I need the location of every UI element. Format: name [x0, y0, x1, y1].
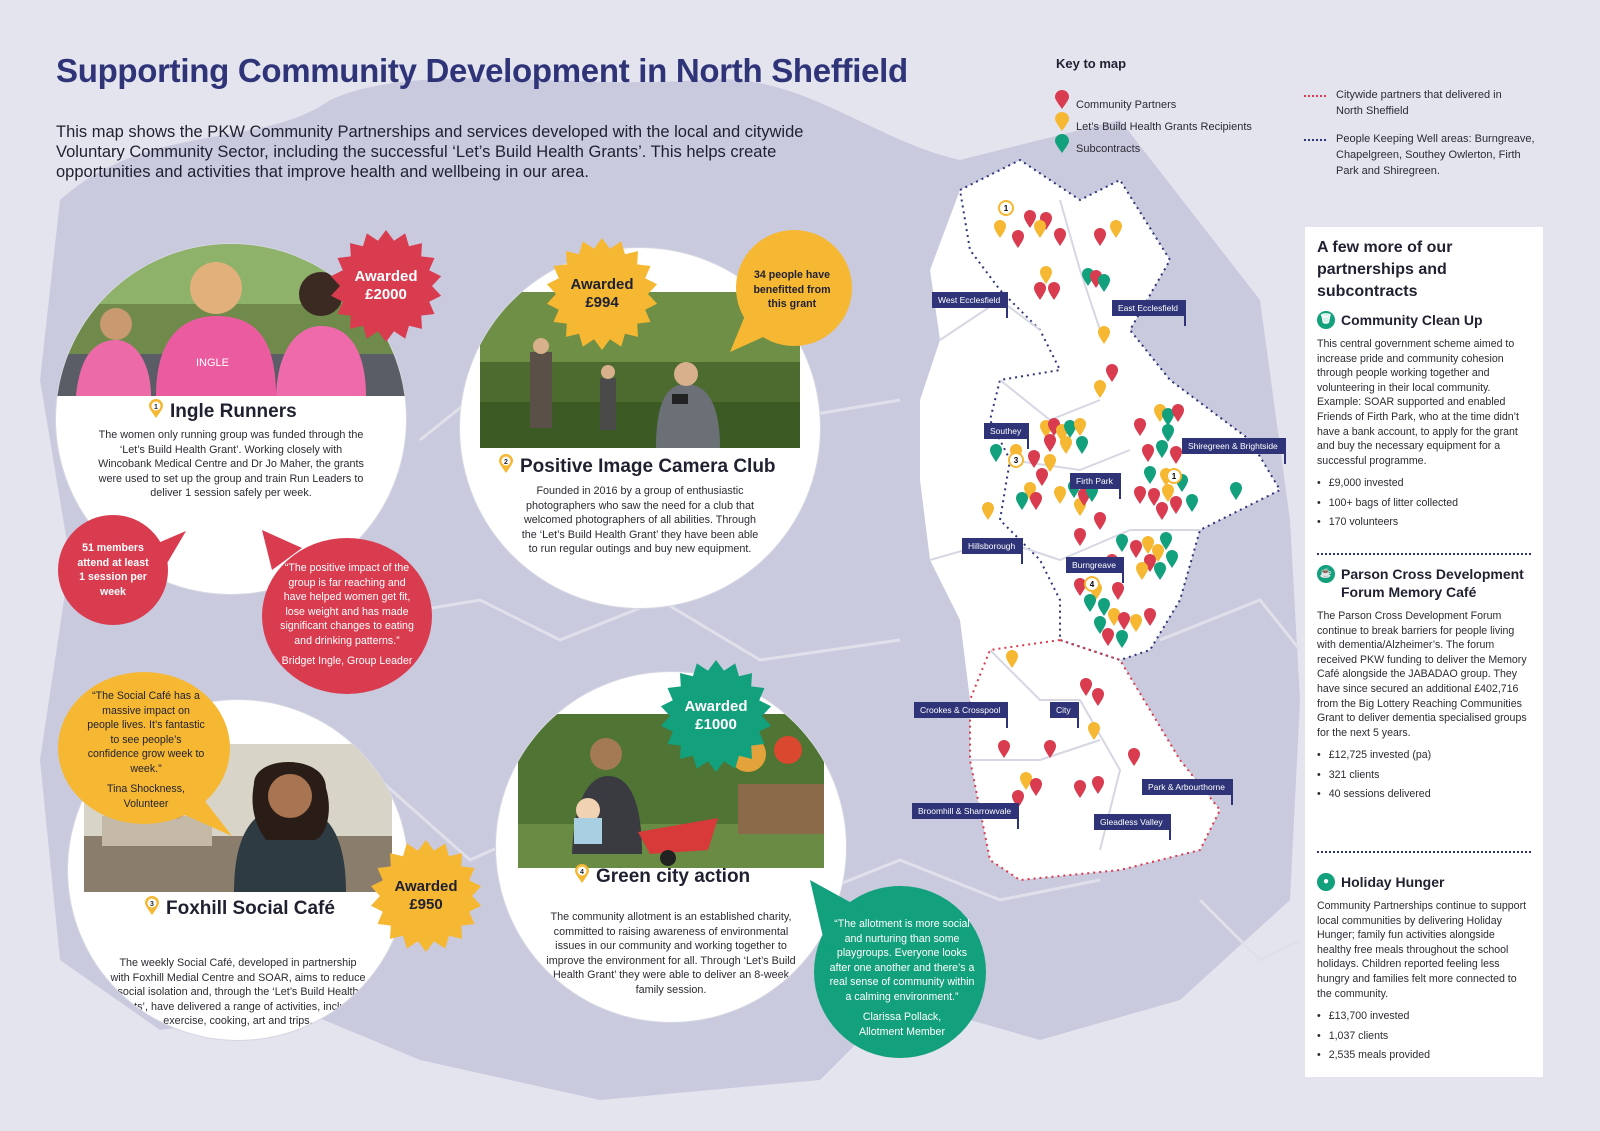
- award-text: Awarded £1000: [684, 698, 748, 733]
- section-bullets: [1317, 1007, 1531, 1066]
- key-line-pkw-areas: [1304, 131, 1544, 179]
- section-memory-cafe: [1317, 565, 1531, 805]
- stat-bubble-beneficiaries: [730, 230, 854, 354]
- section-holiday-hunger: [1317, 873, 1531, 1066]
- section-title: 🗑 Community Clean Up: [1317, 311, 1531, 329]
- section-divider: [1317, 851, 1531, 853]
- key-line-label: Citywide partners that delivered in North Sheffield: [1336, 89, 1502, 117]
- project-title: [498, 454, 776, 478]
- bullet-item: • £12,725 invested (pa): [1317, 746, 1531, 766]
- map-label-park-arbourthorne: Park & Arbourthorne: [1142, 779, 1231, 795]
- quote-text: “The allotment is more social and nurturing than some playgroups. Everyone looks after one another and there’s a real sense of community within a calming environment.”: [829, 918, 975, 1003]
- key-line-citywide: [1304, 87, 1504, 119]
- map-pin-number: 3: [1013, 456, 1019, 465]
- svg-text:2: 2: [504, 459, 508, 466]
- quote-text: “The positive impact of the group is far reaching and have helped women get fit, lose weight and has made significant changes to eating and drinking patterns.”: [280, 562, 414, 647]
- map-pin-number: 4: [1089, 580, 1095, 589]
- project-body: Founded in 2016 by a group of enthusiastic photographers who saw the need for a club that welcomed photographers of all abilities. Through the ‘Let’s Build Health Grant’ they have been able to run regular outings and buy new equipment.: [521, 485, 759, 556]
- award-burst-994: [546, 238, 658, 350]
- project-body: The women only running group was funded through the ‘Let’s Build Health Grant’. Working closely with Wincobank Medical Centre and Dr Jo Maher, the grants were used to set up the group and train Run Leaders to deliver 1 session safely per week.: [98, 429, 364, 500]
- quote-author: Clarissa Pollack, Allotment Member: [859, 1011, 945, 1038]
- page-title: Supporting Community Development in North Sheffield: [56, 52, 908, 89]
- key-item-community-partners: [1054, 90, 1176, 113]
- key-item-subcontracts: [1054, 134, 1140, 157]
- map-label-burngreave: Burngreave: [1066, 557, 1122, 573]
- map-label-broomhill-sharrowvale: Broomhill & Sharrowvale: [912, 803, 1017, 819]
- section-bullets: [1317, 746, 1531, 805]
- red-pin-icon: [1054, 90, 1070, 110]
- green-pin-icon: [1054, 134, 1070, 154]
- stat-text: 51 members attend at least 1 session per week: [77, 542, 149, 598]
- award-text: Awarded £994: [570, 276, 634, 311]
- svg-text:4: 4: [580, 869, 584, 876]
- project-title-text: Ingle Runners: [170, 401, 297, 422]
- intro-text: This map shows the PKW Community Partnerships and services developed with the local and citywide Voluntary Community Sector, including the successful ‘Let’s Build Health Grants’. This helps create opportunities and activities that improve health and wellbeing in our area.: [56, 123, 804, 181]
- map-label-shiregreen-brightside: Shiregreen & Brightside: [1182, 438, 1284, 454]
- map-label-east-ecclesfield: East Ecclesfield: [1112, 300, 1184, 316]
- award-burst-950: [370, 840, 482, 952]
- project-title: [148, 399, 297, 423]
- bullet-item: • 321 clients: [1317, 766, 1531, 786]
- bullet-item: • £13,700 invested: [1317, 1007, 1531, 1027]
- yellow-pin-icon: [1054, 112, 1070, 132]
- key-item-label: Subcontracts: [1076, 143, 1141, 155]
- section-title: ● Holiday Hunger: [1317, 873, 1531, 891]
- bullet-item: • 2,535 meals provided: [1317, 1046, 1531, 1066]
- project-body: The weekly Social Café, developed in partnership with Foxhill Medial Centre and SOAR, aims to reduce social isolation and, through the ‘Let’s Build Health Grants’, have delivered a range of activities, including exercise, cooking, art and trips.: [110, 957, 366, 1028]
- map-pin-number: 1: [1171, 472, 1177, 481]
- map-label-firth-park: Firth Park: [1070, 473, 1119, 489]
- pin-number-4-icon: [574, 864, 590, 884]
- key-heading: Key to map: [1056, 56, 1127, 71]
- project-title-text: Foxhill Social Café: [166, 898, 335, 919]
- pin-number-3-icon: [144, 896, 160, 916]
- map-label-west-ecclesfield: West Ecclesfield: [932, 292, 1006, 308]
- project-title-text: Positive Image Camera Club: [520, 456, 776, 477]
- pin-number-1-icon: [148, 399, 164, 419]
- map-label-crookes-crosspool: Crookes & Crosspool: [914, 702, 1006, 718]
- map-label-city: City: [1050, 702, 1077, 718]
- section-divider: [1317, 553, 1531, 555]
- bullet-item: • 100+ bags of litter collected: [1317, 494, 1531, 514]
- award-burst-2000: [330, 230, 442, 342]
- section-title: ☕ Parson Cross Development Forum Memory Café: [1317, 565, 1531, 601]
- section-bullets: [1317, 474, 1531, 533]
- key-item-grant-recipients: [1054, 112, 1252, 135]
- sidebar-heading: A few more of our partnerships and subcontracts: [1317, 239, 1453, 300]
- sidebar-panel: [1305, 227, 1543, 1077]
- map-pin-number: 1: [1003, 204, 1009, 213]
- project-title: [574, 864, 750, 888]
- key-item-label: Let’s Build Health Grants Recipients: [1076, 121, 1252, 133]
- apple-icon: ●: [1317, 873, 1335, 891]
- award-text: Awarded £950: [394, 878, 458, 913]
- quote-author: Bridget Ingle, Group Leader: [281, 655, 413, 668]
- bullet-item: • £9,000 invested: [1317, 474, 1531, 494]
- quote-bubble-ingle: [262, 530, 432, 694]
- award-burst-1000: [660, 660, 772, 772]
- section-body: The Parson Cross Development Forum continue to break barriers for people living with dementia/Alzheimer’s. The forum received PKW funding to deliver the Memory Café alongside the JABADAO group. They have since secured an additional £402,716 from the Big Lottery Reaching Communities Grant to deliver dementia specialised groups for the next 5 years.: [1317, 610, 1527, 739]
- map-label-hillsborough: Hillsborough: [962, 538, 1021, 554]
- key-line-label: People Keeping Well areas: Burngreave, Chapelgreen, Southey Owlerton, Firth Park and Shiregreen.: [1336, 133, 1535, 177]
- quote-text: “The Social Café has a massive impact on people lives. It’s fantastic to see people’s confidence grow week to week.”: [87, 690, 205, 775]
- ingle-shirt-text: INGLE: [196, 357, 230, 369]
- bullet-item: • 40 sessions delivered: [1317, 785, 1531, 805]
- pin-number-2-icon: [498, 454, 514, 474]
- project-title: [144, 896, 335, 920]
- stat-text: 34 people have benefitted from this grant: [753, 269, 831, 311]
- quote-author: Tina Shockness, Volunteer: [107, 783, 185, 810]
- section-body: Community Partnerships continue to support local communities by delivering Holiday Hunger; family fun activities alongside healthy free meals throughout the school holidays. Children reported feeling less hungry and families felt more connected to the community.: [1317, 900, 1527, 1000]
- cup-icon: ☕: [1317, 565, 1335, 583]
- svg-text:1: 1: [154, 404, 158, 411]
- quote-bubble-foxhill: [58, 672, 234, 838]
- project-body: The community allotment is an established charity, committed to raising awareness of environmental issues in our community and working together to improve the environment for all. Through ‘Let’s Build Health Grant’ they were able to deliver an 8-week family session.: [546, 911, 796, 996]
- map-label-southey: Southey: [984, 423, 1027, 439]
- section-community-clean-up: [1317, 311, 1531, 533]
- map-label-gleadless-valley: Gleadless Valley: [1094, 814, 1169, 830]
- red-dotted-line-icon: [1304, 95, 1326, 97]
- award-text: Awarded £2000: [354, 268, 418, 303]
- svg-text:3: 3: [150, 901, 154, 908]
- section-body: This central government scheme aimed to increase pride and community cohesion through people working together and volunteering in their local community. Example: SOAR supported and enabled Friends of Firth Park, who at the time didn’t have a bank account, to apply for the grant and buy the necessary equipment for a successful programme.: [1317, 338, 1519, 467]
- bullet-item: • 170 volunteers: [1317, 513, 1531, 533]
- key-item-label: Community Partners: [1076, 99, 1177, 111]
- bin-icon: 🗑: [1317, 311, 1335, 329]
- project-title-text: Green city action: [596, 866, 751, 887]
- quote-bubble-green-city: [808, 880, 988, 1060]
- stat-bubble-members: [58, 515, 168, 625]
- bullet-item: • 1,037 clients: [1317, 1027, 1531, 1047]
- navy-dotted-line-icon: [1304, 139, 1326, 141]
